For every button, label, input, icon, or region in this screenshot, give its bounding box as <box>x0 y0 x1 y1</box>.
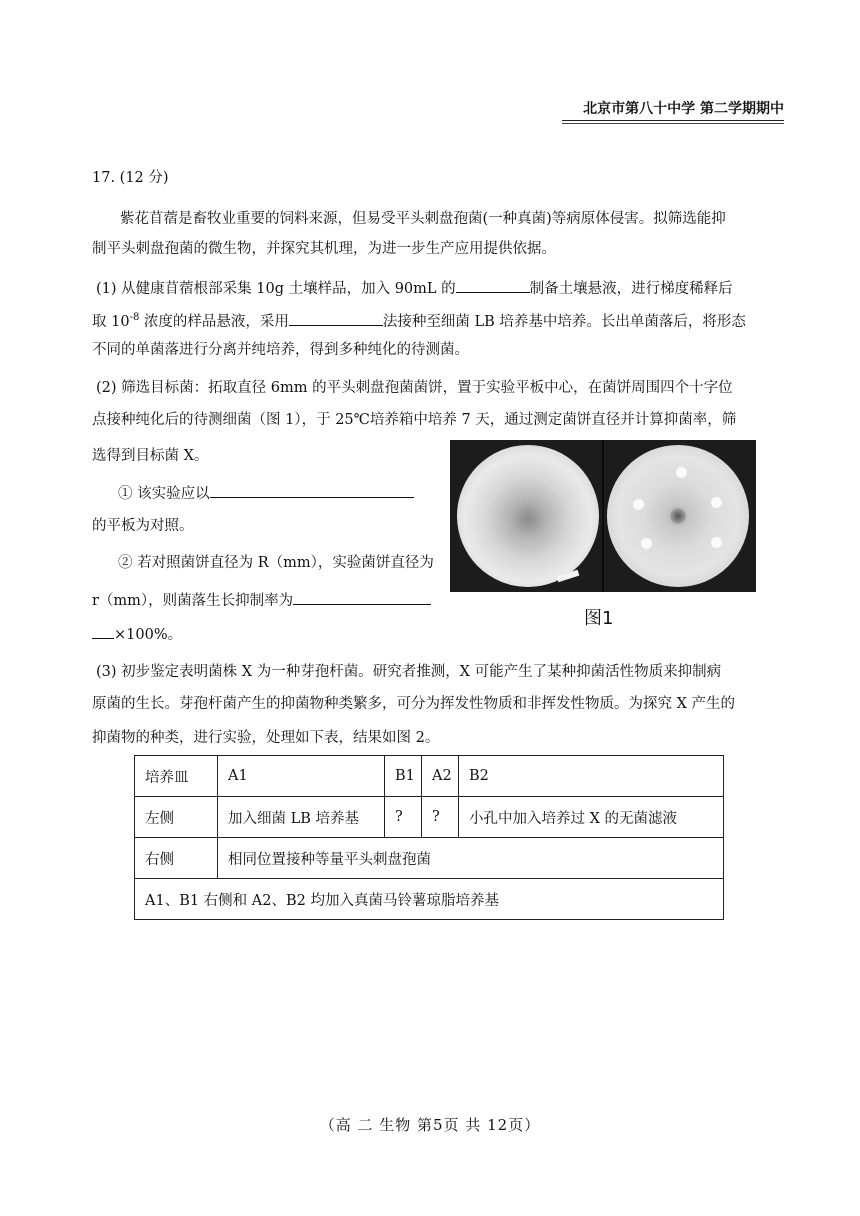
part1-exponent: -8 <box>129 312 140 323</box>
part2-line-2: 点接种纯化后的待测细菌（图 1），于 25℃培养箱中培养 7 天，通过测定菌饼直径并计算抑菌率，筛 <box>92 412 737 428</box>
answer-blank-5 <box>92 624 114 639</box>
bacteria-spot-left <box>633 499 644 510</box>
table-cell: ? <box>385 797 422 838</box>
figure-1-photo <box>450 440 756 592</box>
table-cell: 加入细菌 LB 培养基 <box>218 797 385 838</box>
answer-blank-3 <box>210 483 414 498</box>
part1-text-c: 取 10 <box>92 313 130 330</box>
experiment-plate <box>607 445 749 587</box>
part2-q2-line-2 <box>92 590 431 611</box>
table-row <box>135 756 724 797</box>
part1-line-3: 不同的单菌落进行分离并纯培养，得到多种纯化的待测菌。 <box>92 342 469 358</box>
answer-blank-1 <box>456 278 530 293</box>
figure-1-caption: 图1 <box>584 608 614 629</box>
question-number: 17. (12 分) <box>92 170 169 186</box>
part1-text-b: 制备土壤悬液，进行梯度稀释后 <box>529 281 733 297</box>
header-rule <box>562 120 784 124</box>
table-row <box>135 797 724 838</box>
control-plate <box>457 445 599 587</box>
page-header-title: 北京市第八十中学 第二学期期中 <box>583 101 784 117</box>
part2-q1-line <box>118 483 414 504</box>
table-cell: 左侧 <box>135 797 218 838</box>
bacteria-spot-top <box>676 467 687 478</box>
part1-text-e: 法接种至细菌 LB 培养基中培养。长出单菌落后，将形态 <box>382 313 746 330</box>
photo-divider <box>602 440 604 592</box>
part2-line-1: (2) 筛选目标菌：拓取直径 6mm 的平头刺盘孢菌菌饼，置于实验平板中心，在菌饼周围四个十字位 <box>96 380 733 396</box>
table-cell: A1 <box>218 756 385 797</box>
part2-q1-end: 的平板为对照。 <box>92 518 194 534</box>
fungal-disc <box>670 508 686 524</box>
plate-label-mark <box>557 570 580 583</box>
bacteria-spot-bottom-left <box>641 538 652 549</box>
part1-text-a: (1) 从健康苜蓿根部采集 10g 土壤样品，加入 90mL 的 <box>96 281 456 297</box>
part2-q2-line-3 <box>92 624 182 645</box>
table-cell: A2 <box>422 756 459 797</box>
table-cell: 相同位置接种等量平头刺盘孢菌 <box>218 838 724 879</box>
part1-line-2 <box>92 308 746 332</box>
table-cell: B1 <box>385 756 422 797</box>
intro-line-1: 紫花苜蓿是畜牧业重要的饲料来源，但易受平头刺盘孢菌(一种真菌)等病原体侵害。拟筛选能抑 <box>120 211 726 227</box>
part1-line-1 <box>96 278 733 299</box>
part3-line-1: (3) 初步鉴定表明菌株 X 为一种芽孢杆菌。研究者推测，X 可能产生了某种抑菌活性物质来抑制病 <box>96 664 722 680</box>
bacteria-spot-right <box>711 497 722 508</box>
part3-line-3: 抑菌物的种类，进行实验，处理如下表，结果如图 2。 <box>92 730 440 746</box>
table-row <box>135 879 724 920</box>
experiment-table <box>134 755 724 920</box>
bacteria-spot-bottom-right <box>711 537 722 548</box>
table-cell: B2 <box>459 756 724 797</box>
part3-line-2: 原菌的生长。芽孢杆菌产生的抑菌物种类繁多，可分为挥发性物质和非挥发性物质。为探究 X 产生的 <box>92 696 736 712</box>
table-cell: 培养皿 <box>135 756 218 797</box>
part2-q2-line-1: ② 若对照菌饼直径为 R（mm），实验菌饼直径为 <box>118 555 434 571</box>
answer-blank-2 <box>289 311 383 326</box>
table-cell: 小孔中加入培养过 X 的无菌滤液 <box>459 797 724 838</box>
part2-q1-text: ① 该实验应以 <box>118 486 210 502</box>
part2-line-3: 选得到目标菌 X。 <box>92 448 209 464</box>
intro-line-2: 制平头刺盘孢菌的微生物，并探究其机理，为进一步生产应用提供依据。 <box>92 241 556 257</box>
table-row <box>135 838 724 879</box>
table-cell: A1、B1 右侧和 A2、B2 均加入真菌马铃薯琼脂培养基 <box>135 879 724 920</box>
part2-q2-end: ×100%。 <box>114 627 183 643</box>
answer-blank-4 <box>293 590 431 605</box>
part2-q2-text: r（mm），则菌落生长抑制率为 <box>92 593 294 609</box>
table-cell: 右侧 <box>135 838 218 879</box>
part1-text-d: 浓度的样品悬液，采用 <box>139 313 289 330</box>
table-cell: ? <box>422 797 459 838</box>
page-footer: （高 二 生物 第5页 共 12页） <box>319 1116 541 1134</box>
